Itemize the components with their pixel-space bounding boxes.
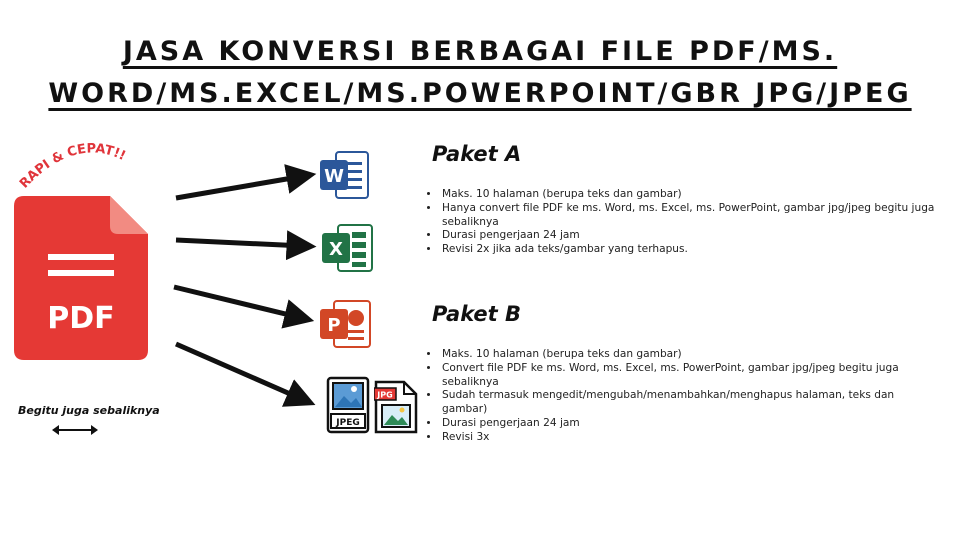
list-item: • Hanya convert file PDF ke ms. Word, ms. Excel, ms. PowerPoint, gambar jpg/jpeg begitu juga sebaliknya	[440, 202, 960, 230]
paket-b-features	[426, 348, 940, 445]
list-item: • Revisi 3x	[440, 431, 940, 445]
svg-text:RAPI & CEPAT!!	[17, 141, 128, 191]
reverse-caption: Begitu juga sebaliknya	[18, 404, 160, 417]
excel-icon	[320, 222, 374, 274]
arrow-to-image	[176, 344, 304, 400]
page-title-line-2: WORD/MS.EXCEL/MS.POWERPOINT/GBR JPG/JPEG	[48, 78, 912, 109]
word-icon	[318, 150, 370, 200]
excel-icon-letter: X	[329, 239, 343, 260]
jpg-icon-label: JPG	[377, 390, 393, 400]
badge-text: RAPI & CEPAT!!	[16, 141, 128, 192]
double-arrow-icon	[50, 422, 100, 438]
powerpoint-icon	[318, 298, 372, 350]
arrow-to-excel	[176, 240, 304, 246]
page-title-line-1: JASA KONVERSI BERBAGAI FILE PDF/MS.	[122, 36, 838, 67]
list-item: • Durasi pengerjaan 24 jam	[440, 229, 960, 243]
jpeg-icon-label: JPEG	[336, 418, 360, 428]
jpeg-image-icon	[326, 376, 370, 434]
rapi-cepat-badge	[14, 130, 164, 200]
paket-b-title: Paket B	[432, 302, 522, 326]
list-item: • Convert file PDF ke ms. Word, ms. Excel, ms. PowerPoint, gambar jpg/jpeg begitu juga sebaliknya	[440, 362, 940, 390]
pdf-file-icon	[14, 196, 148, 360]
list-item: • Maks. 10 halaman (berupa teks dan gambar)	[440, 188, 960, 202]
word-icon-letter: W	[324, 166, 344, 187]
arrow-to-word	[176, 176, 304, 198]
powerpoint-icon-letter: P	[327, 315, 341, 336]
pdf-icon-label: PDF	[47, 301, 115, 336]
paket-a-features	[426, 188, 960, 257]
list-item: • Sudah termasuk mengedit/mengubah/menambahkan/menghapus halaman, teks dan gambar)	[440, 389, 940, 417]
arrow-to-powerpoint	[174, 287, 302, 318]
jpg-image-icon	[374, 380, 418, 434]
list-item: • Maks. 10 halaman (berupa teks dan gambar)	[440, 348, 940, 362]
paket-a-title: Paket A	[432, 142, 522, 166]
list-item: • Durasi pengerjaan 24 jam	[440, 417, 940, 431]
list-item: • Revisi 2x jika ada teks/gambar yang terhapus.	[440, 243, 960, 257]
